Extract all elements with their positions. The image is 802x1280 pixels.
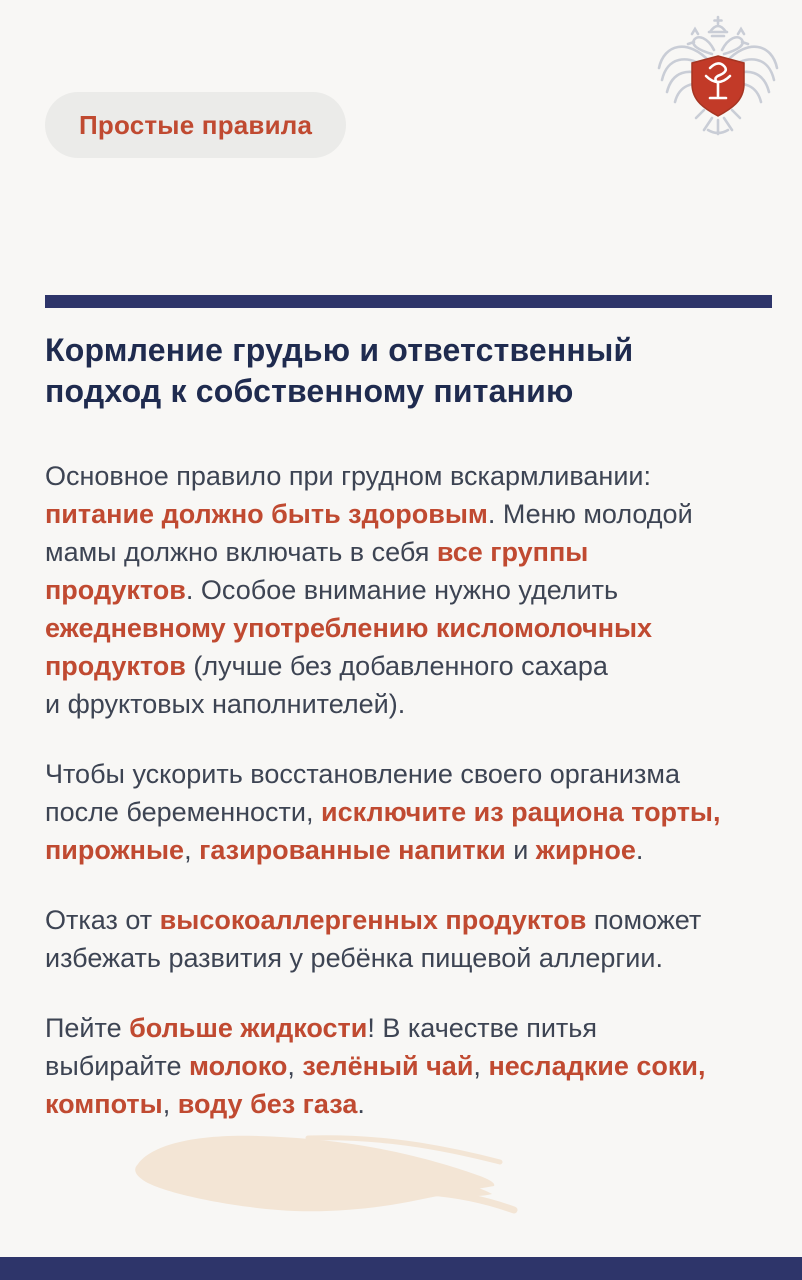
body-text-segment: и фруктовых наполнителей). — [45, 689, 406, 719]
body-text — [45, 457, 761, 1155]
badge-label: Простые правила — [79, 109, 313, 140]
highlighted-text: жирное — [535, 835, 636, 865]
body-text-segment: . — [635, 835, 644, 865]
paragraph — [45, 1009, 761, 1123]
body-text-segment: ! В качестве питья — [367, 1013, 597, 1043]
body-text-segment: . — [357, 1089, 365, 1119]
highlighted-text: пирожные — [45, 835, 185, 865]
page-title — [45, 330, 755, 412]
highlighted-text: питание должно быть здоровым — [45, 499, 488, 529]
paragraph — [45, 755, 761, 869]
body-text-segment: Отказ от — [45, 905, 160, 935]
body-text-segment: Основное правило при грудном вскармливании: — [45, 461, 652, 491]
highlighted-text: воду без газа — [177, 1089, 358, 1119]
body-text-segment: , — [162, 1089, 178, 1119]
highlighted-text: высокоаллергенных продуктов — [159, 905, 587, 935]
highlighted-text: несладкие соки, — [488, 1051, 706, 1081]
highlighted-text: продуктов — [45, 651, 186, 681]
highlighted-text: больше жидкости — [129, 1013, 368, 1043]
highlighted-text: исключите из рациона торты, — [321, 797, 721, 827]
body-text-segment: поможет — [586, 905, 702, 935]
body-text-segment: Пейте — [45, 1013, 130, 1043]
footer-bar — [0, 1257, 802, 1280]
paragraph — [45, 901, 761, 977]
highlighted-text: компоты — [45, 1089, 163, 1119]
highlighted-text: молоко — [189, 1051, 288, 1081]
highlighted-text: все группы — [436, 537, 589, 567]
body-text-segment: мамы должно включать в себя — [45, 537, 437, 567]
highlighted-text: ежедневному употреблению кисломолочных — [45, 613, 653, 643]
title-line-2: подход к собственному питанию — [45, 373, 574, 409]
body-text-segment: . Особое внимание нужно уделить — [185, 575, 619, 605]
highlighted-text: газированные напитки — [199, 835, 506, 865]
paragraph — [45, 457, 761, 723]
body-text-segment: избежать развития у ребёнка пищевой аллергии. — [45, 943, 663, 973]
highlighted-text: зелёный чай — [302, 1051, 474, 1081]
body-text-segment: после беременности, — [45, 797, 321, 827]
body-text-segment: , — [184, 835, 200, 865]
ministry-of-health-emblem-icon — [652, 14, 784, 138]
body-text-segment: . Меню молодой — [487, 499, 693, 529]
body-text-segment: Чтобы ускорить восстановление своего организма — [45, 759, 680, 789]
title-line-1: Кормление грудью и ответственный — [45, 332, 634, 368]
body-text-segment: , — [287, 1051, 303, 1081]
divider-bar — [45, 295, 772, 308]
body-text-segment: и — [505, 835, 536, 865]
highlighted-text: продуктов — [45, 575, 186, 605]
body-text-segment: выбирайте — [45, 1051, 189, 1081]
body-text-segment: (лучше без добавленного сахара — [185, 651, 608, 681]
simple-rules-badge — [45, 92, 346, 158]
brush-stroke-decoration — [128, 1128, 528, 1224]
body-text-segment: , — [473, 1051, 489, 1081]
